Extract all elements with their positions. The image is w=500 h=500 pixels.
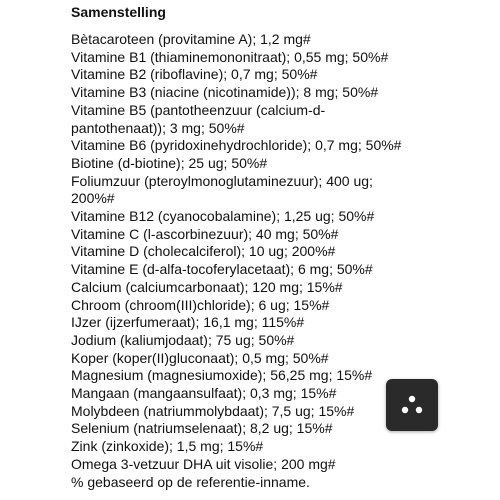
- list-item: 200%#: [71, 190, 115, 207]
- list-item: Zink (zinkoxide); 1,5 mg; 15%#: [71, 438, 264, 455]
- list-item: Koper (koper(II)gluconaat); 0,5 mg; 50%#: [71, 349, 329, 366]
- list-item: Vitamine B1 (thiaminemononitraat); 0,55 mg; 50%#: [71, 48, 389, 65]
- list-item: Biotine (d-biotine); 25 ug; 50%#: [71, 154, 268, 171]
- list-item: Omega 3-vetzuur DHA uit visolie; 200 mg#: [71, 455, 336, 472]
- list-item: Vitamine C (l-ascorbinezuur); 40 mg; 50%#: [71, 225, 339, 242]
- list-item: Vitamine E (d-alfa-tocoferylacetaat); 6 mg; 50%#: [71, 261, 373, 278]
- list-item: Chroom (chroom(III)chloride); 6 ug; 15%#: [71, 296, 330, 313]
- list-item: Jodium (kaliumjodaat); 75 ug; 50%#: [71, 331, 295, 348]
- list-item: Bètacaroteen (provitamine A); 1,2 mg#: [71, 31, 311, 47]
- list-item: Magnesium (magnesiumoxide); 56,25 mg; 15%#: [71, 367, 373, 384]
- list-item: Vitamine B12 (cyanocobalamine); 1,25 ug; 50%#: [71, 208, 375, 225]
- list-item: Calcium (calciumcarbonaat); 120 mg; 15%#: [71, 278, 343, 295]
- list-item: Vitamine D (cholecalciferol); 10 ug; 200%#: [71, 243, 336, 260]
- section-title: Samenstelling: [71, 4, 166, 20]
- floating-action-button[interactable]: [386, 379, 438, 431]
- list-item: Vitamine B5 (pantotheenzuur (calcium-d-: [71, 101, 326, 118]
- list-item: pantothenaat)); 3 mg; 50%#: [71, 119, 245, 136]
- list-item: Vitamine B6 (pyridoxinehydrochloride); 0,7 mg; 50%#: [71, 137, 402, 154]
- three-dots-triangle-icon: [386, 379, 438, 431]
- list-item: IJzer (ijzerfumeraat); 16,1 mg; 115%#: [71, 314, 305, 331]
- list-item: Mangaan (mangaansulfaat); 0,3 mg; 15%#: [71, 385, 337, 402]
- list-item: Selenium (natriumselenaat); 8,2 ug; 15%#: [71, 420, 333, 437]
- list-item: Molybdeen (natriummolybdaat); 7,5 ug; 15%#: [71, 402, 355, 419]
- list-item: Foliumzuur (pteroylmonoglutaminezuur); 400 ug;: [71, 172, 373, 189]
- list-item: % gebaseerd op de referentie-inname.: [71, 473, 310, 490]
- list-item: Vitamine B2 (riboflavine); 0,7 mg; 50%#: [71, 66, 318, 83]
- list-item: Vitamine B3 (niacine (nicotinamide)); 8 mg; 50%#: [71, 84, 379, 101]
